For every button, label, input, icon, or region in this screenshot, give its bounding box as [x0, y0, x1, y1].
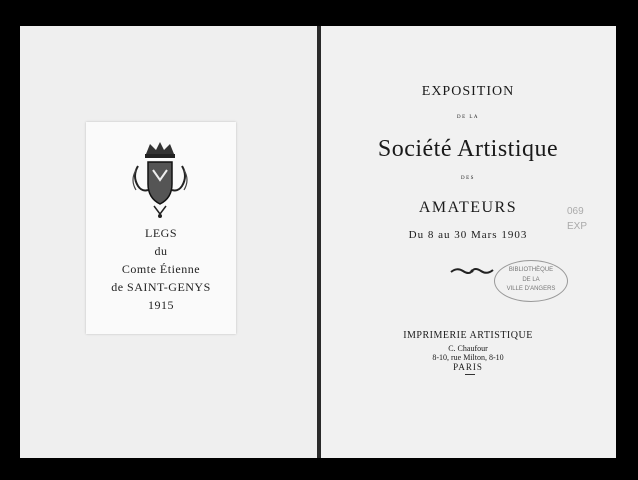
bookplate — [86, 122, 236, 334]
bookplate-legs: LEGS — [145, 226, 177, 240]
bookplate-comte: Comte Étienne — [121, 262, 201, 276]
title-societe-artistique: Société Artistique — [377, 136, 559, 162]
title-exposition: EXPOSITION — [421, 84, 515, 99]
exhibition-dates: Du 8 au 30 Mars 1903 — [408, 229, 528, 241]
stamp-line-3: VILLE D'ANGERS — [506, 286, 556, 292]
pencil-note-1: 069 — [567, 206, 584, 217]
bookplate-year: 1915 — [148, 298, 174, 312]
printer-proprietor: C. Chaufour — [448, 344, 488, 353]
title-des: DES — [461, 176, 475, 181]
bookplate-saint-genys: de SAINT-GENYS — [111, 280, 211, 294]
stamp-line-1: BIBLIOTHÈQUE — [508, 267, 554, 273]
pencil-note-2: EXP — [567, 221, 588, 232]
divider — [465, 374, 475, 375]
printer-city: PARIS — [453, 362, 483, 372]
stamp-line-2: DE LA — [522, 277, 540, 283]
printer-address: 8-10, rue Milton, 8-10 — [432, 353, 504, 362]
coat-of-arms-icon — [128, 140, 192, 220]
bookplate-du: du — [154, 244, 168, 258]
printer-name: IMPRIMERIE ARTISTIQUE — [403, 330, 533, 341]
title-amateurs: AMATEURS — [418, 199, 518, 216]
ornament-icon — [449, 266, 495, 276]
title-de-la: DE LA — [456, 115, 480, 120]
